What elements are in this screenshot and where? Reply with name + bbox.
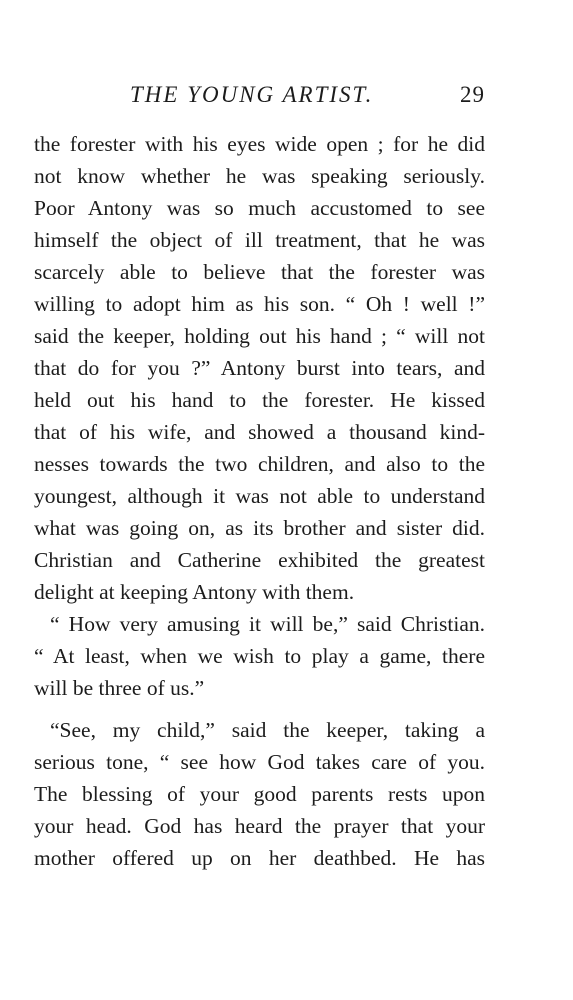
text-line: scarcely able to believe that the forester was — [34, 260, 485, 284]
text-line: not know whether he was speaking seriously. — [34, 164, 485, 188]
body-text — [34, 128, 485, 874]
text-line: your head. God has heard the prayer that your — [34, 814, 485, 838]
text-line: “See, my child,” said the keeper, taking a — [50, 718, 485, 742]
text-line: delight at keeping Antony with them. — [34, 580, 355, 604]
text-line: willing to adopt him as his son. “ Oh ! well !” — [34, 292, 485, 316]
text-line: that do for you ?” Antony burst into tears, and — [34, 356, 485, 380]
text-line: serious tone, “ see how God takes care of you. — [34, 750, 485, 774]
text-line: said the keeper, holding out his hand ; “ will not — [34, 324, 485, 348]
text-line: mother offered up on her deathbed. He has — [34, 846, 485, 870]
text-line: the forester with his eyes wide open ; for he did — [34, 132, 485, 156]
text-line: what was going on, as its brother and sister did. — [34, 516, 485, 540]
text-line: that of his wife, and showed a thousand kind- — [34, 420, 485, 444]
text-line: The blessing of your good parents rests upon — [34, 782, 485, 806]
text-line: held out his hand to the forester. He kissed — [34, 388, 485, 412]
text-line: Poor Antony was so much accustomed to see — [34, 196, 485, 220]
running-title: THE YOUNG ARTIST. — [130, 82, 374, 107]
text-line: “ At least, when we wish to play a game, there — [34, 644, 485, 668]
text-line: Christian and Catherine exhibited the greatest — [34, 548, 485, 572]
paragraph — [34, 714, 485, 874]
text-line: nesses towards the two children, and also to the — [34, 452, 485, 476]
paragraph — [34, 608, 485, 704]
text-line: will be three of us.” — [34, 676, 205, 700]
text-line: himself the object of ill treatment, that he was — [34, 228, 485, 252]
text-line: youngest, although it was not able to understand — [34, 484, 485, 508]
text-line: “ How very amusing it will be,” said Christian. — [50, 612, 485, 636]
paragraph — [34, 128, 485, 608]
page-number: 29 — [460, 82, 485, 107]
running-head — [34, 82, 485, 112]
